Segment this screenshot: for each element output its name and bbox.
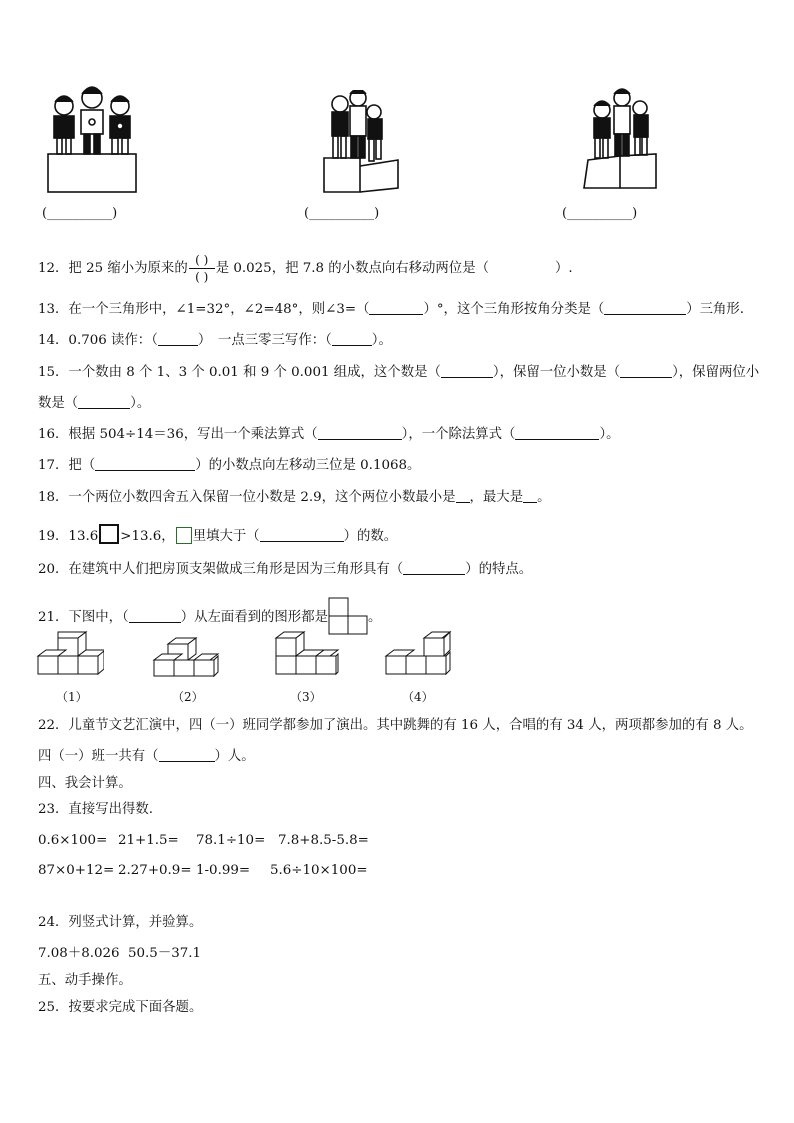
cube-figure-3 xyxy=(272,630,340,682)
question-21: 21．下图中，（ ）从左面看到的图形都是 。 xyxy=(38,597,381,635)
fraction: $\frac{( )}{( )}$ xyxy=(189,254,215,283)
figure-caption-4: （4） xyxy=(402,690,434,704)
question-19: 19．13.6 >13.6， 里填大于（ ）的数。 xyxy=(38,524,397,546)
answer-box-small xyxy=(176,527,192,544)
calc-item: 78.1÷10= xyxy=(196,833,266,848)
calc-item: 2.27+0.9= xyxy=(118,863,192,878)
question-15: 15．一个数由 8 个 1、3 个 0.01 和 9 个 0.001 组成，这个数是（ ），保留一位小数是（ ），保留两位小 xyxy=(38,365,760,380)
answer-blank[interactable] xyxy=(318,426,402,440)
question-22: 22．儿童节文艺汇演中，四（一）班同学都参加了演出。其中跳舞的有 16 人，合唱的有 34 人，两项都参加的有 8 人。 xyxy=(38,718,753,733)
question-25: 25．按要求完成下面各题。 xyxy=(38,1000,203,1015)
answer-blank[interactable] xyxy=(159,748,215,762)
figure-caption-1: （1） xyxy=(56,690,88,704)
calc-row-2 xyxy=(38,862,368,880)
calc-item: 50.5－37.1 xyxy=(128,946,202,961)
question-23-title: 23．直接写出得数. xyxy=(38,802,154,817)
calc-item: 87×0+12= xyxy=(38,863,115,878)
section-5-heading: 五、动手操作。 xyxy=(38,973,132,988)
question-24-title: 24．列竖式计算，并验算。 xyxy=(38,915,203,930)
podium-figure-3 xyxy=(580,86,664,194)
calc-item: 7.08＋8.026 xyxy=(38,946,120,961)
answer-box[interactable] xyxy=(99,524,119,544)
figure-caption-3: （3） xyxy=(290,690,322,704)
calc-item: 7.8+8.5-5.8= xyxy=(278,833,369,848)
question-22-cont: 四（一）班一共有（ ）人。 xyxy=(38,749,255,764)
answer-blank[interactable] xyxy=(369,301,423,315)
calc-row-1 xyxy=(38,832,369,850)
question-15-cont: 数是（ ）。 xyxy=(38,396,151,411)
answer-blank[interactable] xyxy=(620,364,672,378)
question-17: 17．把（ ）的小数点向左移动三位是 0.1068。 xyxy=(38,458,421,473)
podium-caption-3: (__________) xyxy=(562,206,638,221)
podium-figure-1 xyxy=(44,82,144,198)
answer-blank[interactable] xyxy=(441,364,493,378)
question-14: 14．0.706 读作：（ ） 一点三零三写作：（ ）。 xyxy=(38,333,392,348)
question-12: 12．把 25 缩小为原来的$\frac{( )}{( )}$是 0.025，把 7.8 的小数点向右移动两位是（ ）. xyxy=(38,253,573,284)
calc-item: 0.6×100= xyxy=(38,833,108,848)
podium-caption-2: (__________) xyxy=(304,206,380,221)
cube-figure-2 xyxy=(152,630,220,682)
podium-caption-1: (__________) xyxy=(42,206,118,221)
section-4-heading: 四、我会计算。 xyxy=(38,776,132,791)
cube-figure-4 xyxy=(384,630,452,682)
vertical-calc-items xyxy=(38,945,201,963)
answer-blank[interactable] xyxy=(456,489,470,503)
answer-blank[interactable] xyxy=(403,561,465,575)
question-13: 13．在一个三角形中，∠1=32°，∠2=48°，则∠3=（ ）°，这个三角形按角分类是（ ）三角形. xyxy=(38,302,745,317)
answer-blank[interactable] xyxy=(604,301,686,315)
answer-blank[interactable] xyxy=(78,395,130,409)
question-20: 20．在建筑中人们把房顶支架做成三角形是因为三角形具有（ ）的特点。 xyxy=(38,562,533,577)
calc-item: 1-0.99= xyxy=(196,863,251,878)
answer-blank[interactable] xyxy=(129,609,181,623)
calc-item: 5.6÷10×100= xyxy=(270,863,368,878)
answer-blank[interactable] xyxy=(260,528,344,542)
podium-figure-2 xyxy=(318,90,408,198)
cube-figure-1 xyxy=(36,630,104,682)
answer-blank[interactable] xyxy=(515,426,599,440)
calc-item: 21+1.5= xyxy=(118,833,179,848)
question-16: 16．根据 504÷14＝36，写出一个乘法算式（ ），一个除法算式（ ）。 xyxy=(38,427,620,442)
question-18: 18．一个两位小数四舍五入保留一位小数是 2.9，这个两位小数最小是 ，最大是 。 xyxy=(38,490,551,505)
answer-blank[interactable] xyxy=(95,457,195,471)
figure-caption-2: （2） xyxy=(172,690,204,704)
answer-blank[interactable] xyxy=(332,332,372,346)
answer-blank[interactable] xyxy=(158,332,198,346)
answer-blank[interactable] xyxy=(523,489,537,503)
